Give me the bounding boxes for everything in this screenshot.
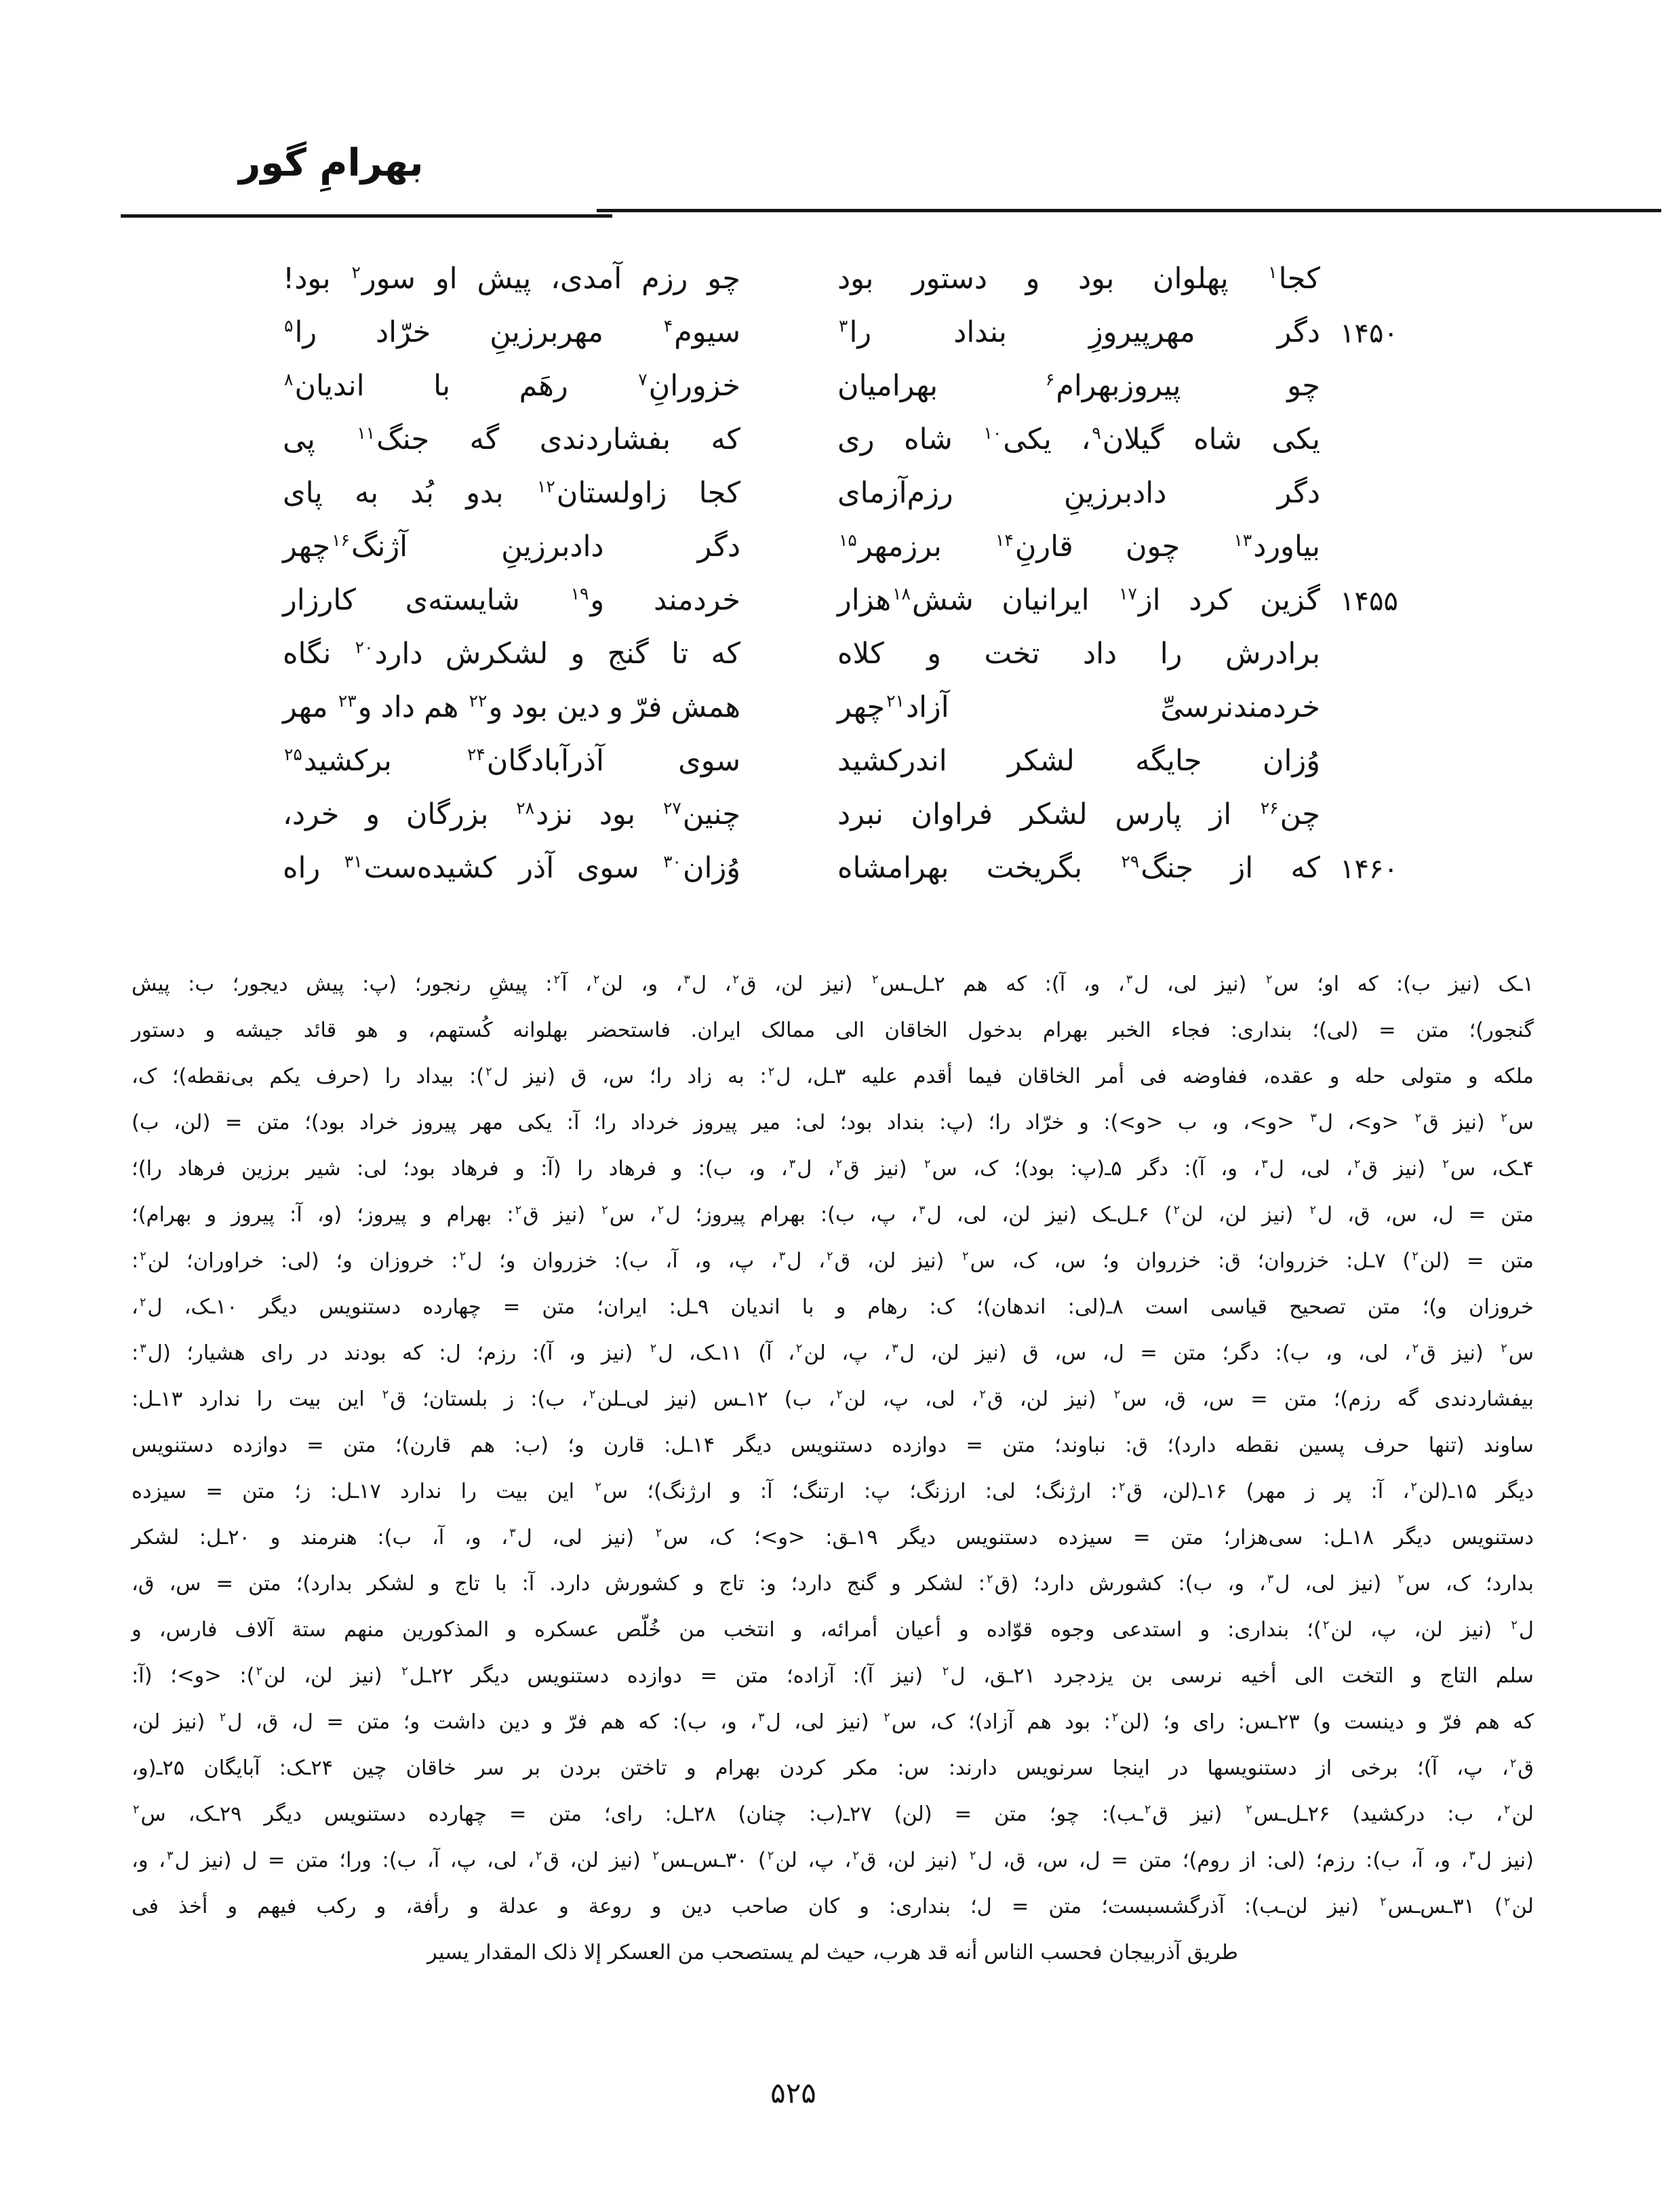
footnote-line: بیفشاردندی گه رزم)؛ متن = س، ق، س$^۲$ (نیز لن، ق$^۲$، لی، پ، لن$^۲$، ب) ۱۲ـس (نیز لی‌ـلن$^۲$، ب): ز بلستان؛ ق$^۲$ این بیت را ندارد ۱۳ـل: xyxy=(132,1387,1534,1411)
verse-row xyxy=(0,476,1666,518)
verse-row xyxy=(0,422,1666,465)
verse-row xyxy=(0,851,1666,893)
hemistich-first: وُزان جایگه لشکر اندرکشید xyxy=(837,744,1320,778)
hemistich-first: که از جنگ$^{۲۹}$ بگریخت بهرامشاه xyxy=(837,851,1320,885)
critical-apparatus-block xyxy=(132,962,1534,1976)
hemistich-first: یکی شاه گیلان$^۹$، یکی$^{۱۰}$ شاه ری xyxy=(837,422,1320,456)
verse-row xyxy=(0,530,1666,572)
hemistich-second: خزورانِ$^۷$ رهَم با اندیان$^۸$ xyxy=(284,369,740,403)
hemistich-second: سیوم$^۴$ مهربرزینِ خرّاد را$^۵$ xyxy=(284,315,740,349)
hemistich-second: که تا گنج و لشکرش دارد$^{۲۰}$ نگاه xyxy=(283,637,740,671)
footnote-line: لن$^۲$، ب: درکشید) ۲۶ـل‌ـس$^۲$ (نیز ق$^۲$ـب): چو؛ متن = (لن) ۲۷ـ(ب: چنان) ۲۸ـل: رای؛ متن = چهارده دستنویس دیگر ۲۹ـک، س$^۲$ xyxy=(133,1802,1534,1826)
verse-row xyxy=(0,583,1666,625)
footnote-line: سلم التاج و التخت الی أخیه نرسی بن یزدجرد ۲۱ـق، ل$^۲$ (نیز آ): آزاده؛ متن = دوازده دستنویس دیگر ۲۲ـل$^۲$ (نیز لن، لن$^۲$): <و>؛ (آ: xyxy=(132,1664,1534,1688)
hemistich-first: دگر دادبرزینِ رزم‌آزمای xyxy=(837,476,1320,510)
hemistich-second: خردمند و$^{۱۹}$ شایسته‌ی کارزار xyxy=(283,583,740,617)
hemistich-first: خردمندنرسیِّ آزاد$^{۲۱}$چهر xyxy=(837,690,1320,724)
footnote-line: دستنویس دیگر ۱۸ـل: سی‌هزار؛ متن = سیزده دستنویس دیگر ۱۹ـق: <و>؛ ک، س$^۲$ (نیز لی، ل$^۳$، و، آ، ب): هنرمند و ۲۰ـل: لشکر xyxy=(132,1526,1534,1549)
footnote-line: متن = (لن$^۲$) ۷ـل: خزروان؛ ق: خزروان و؛ س، ک، س$^۲$ (نیز لن، ق$^۲$، ل$^۳$، پ، و، آ، ب): خزروان و؛ ل$^۲$: خروزان و؛ (لی: خراوران؛ لن$^۲$: xyxy=(132,1249,1534,1273)
footnote-line: دیگر ۱۵ـ(لن$^۲$، آ: پر ز مهر) ۱۶ـ(لن، ق$^۲$: ارژنگ؛ لی: ارزنگ؛ پ: ارتنگ؛ آ: و ارژنگ)؛ س$^۲$ این بیت را ندارد ۱۷ـل: ز؛ متن = سیزده xyxy=(132,1480,1534,1503)
footnote-line: که هم فرّ و دینست و) ۲۳ـس: رای و؛ (لن$^۲$: بود هم آزاد)؛ ک، س$^۲$ (نیز لی، ل$^۳$، و، ب): که هم فرّ و دین داشت و؛ متن = ل، ق، ل$^۲$ (نیز لن، xyxy=(132,1710,1534,1734)
hemistich-first: چو پیروزبهرام$^۶$ بهرامیان xyxy=(837,369,1320,403)
footnote-line: متن = ل، س، ق، ل$^۲$ (نیز لن، لن$^۲$) ۶ـل‌ـک (نیز لن، لی، ل$^۳$، پ، ب): بهرام پیروز؛ ل$^۲$، س$^۲$ (نیز ق$^۲$: بهرام و پیروز؛ (و، آ: پیروز و بهرام)؛ xyxy=(132,1203,1534,1227)
footnote-line: ل$^۲$ (نیز لن، پ، لن$^۲$)؛ بنداری: و استدعی وجوه قوّاده و أعیان أمرائه، و انتخب من خُلّص عسکره و المذکورین منهم ستة آلاف فارس، و xyxy=(132,1618,1534,1642)
page-number: ۵۲۵ xyxy=(770,2076,816,2110)
footnote-line: خروزان و)؛ متن تصحیح قیاسی است ۸ـ(لی: اندهان)؛ ک: رهام و با اندیان ۹ـل: ایران؛ متن = چهارده دستنویس دیگر ۱۰ـک، ل$^۲$، xyxy=(132,1295,1534,1319)
hemistich-second: دگر دادبرزینِ آژنگ$^{۱۶}$چهر xyxy=(283,530,740,564)
verse-row xyxy=(0,262,1666,304)
header-rule-left-segment xyxy=(121,214,612,218)
footnote-line: ۴ـک، س$^۲$ (نیز ق$^۲$، لی، ل$^۳$، و، آ): دگر ۵ـ(پ: بود)؛ ک، س$^۲$ (نیز ق$^۲$، ل$^۳$، و، ب): و فرهاد را (آ: و فرهاد بود؛ لی: شیر برزین فرهاد را)؛ xyxy=(132,1157,1534,1181)
hemistich-second: که بفشاردندی گه جنگ$^{۱۱}$ پی xyxy=(283,422,740,456)
hemistich-first: دگر مهرپیروزِ بنداد را$^۳$ xyxy=(839,315,1320,349)
footnote-line: بدارد؛ ک، س$^۲$ (نیز لی، ل$^۳$، و، ب): کشورش دارد؛ (ق$^۲$: لشکر و گنج دارد؛ و: تاج و کشورش دارد. آ: با تاج و لشکر بدارد)؛ متن = س، ق، xyxy=(132,1572,1534,1596)
hemistich-second: وُزان$^{۳۰}$ سوی آذر کشیده‌ست$^{۳۱}$ راه xyxy=(283,851,740,885)
footnote-line: س$^۲$ (نیز ق$^۲$، لی، و، ب): دگر؛ متن = ل، س، ق (نیز لن، ل$^۳$، پ، لن$^۲$، آ) ۱۱ـک، ل$^۲$ (نیز و، آ): رزم؛ ل: که بودند در رای هشیار؛ (ل$^۳$: xyxy=(132,1341,1534,1365)
footnote-line: ساوند (تنها حرف پسین نقطه دارد)؛ ق: نباوند؛ متن = دوازده دستنویس دیگر ۱۴ـل: قارن و؛ (ب: هم قارن)؛ متن = دوازده دستنویس xyxy=(132,1434,1534,1457)
verse-number: ۱۴۵۵ xyxy=(1340,586,1398,617)
verse-number: ۱۴۵۰ xyxy=(1340,318,1398,349)
hemistich-first: بیاورد$^{۱۳}$ چون قارنِ$^{۱۴}$ برزمهر$^{۱۵}$ xyxy=(839,530,1320,564)
footnote-line: ۱ـک (نیز ب): که او؛ س$^۲$ (نیز لی، ل$^۳$، و، آ): که هم ۲ـل‌ـس$^۲$ (نیز لن، ق$^۲$، ل$^۳$، و، لن$^۲$، آ$^۲$: پیشِ رنجور؛ (پ: پیش دیجور؛ ب: پیش xyxy=(132,972,1534,996)
footnote-line: طریق آذربیجان فحسب الناس أنه قد هرب، حیث لم یستصحب من العسکر إلا ذلک المقدار یسیر xyxy=(427,1941,1238,1964)
verse-row xyxy=(0,744,1666,786)
verse-row xyxy=(0,690,1666,732)
hemistich-first: چن$^{۲۶}$ از پارس لشکر فراوان نبرد xyxy=(837,797,1320,831)
hemistich-second: سوی آذرآبادگان$^{۲۴}$ برکشید$^{۲۵}$ xyxy=(284,744,740,778)
footnote-line: ق$^۲$، پ، آ)؛ برخی از دستنویسها در اینجا سرنویس دارند: س: مکر کردن بهرام و تاختن بردن بر سر خاقان چین ۲۴ـک: آبایگان ۲۵ـ(و، xyxy=(132,1756,1534,1780)
hemistich-second: چنین$^{۲۷}$ بود نزد$^{۲۸}$ بزرگان و خرد، xyxy=(283,797,740,831)
hemistich-first: گزین کرد از$^{۱۷}$ ایرانیان شش$^{۱۸}$هزار xyxy=(837,583,1320,617)
running-header-title: بهرامِ گور xyxy=(239,141,424,185)
verse-number: ۱۴۶۰ xyxy=(1340,854,1398,885)
header-rule-right-segment xyxy=(597,209,1661,212)
hemistich-second: کجا زاولستان$^{۱۲}$ بدو بُد به پای xyxy=(283,476,740,510)
footnote-line: ملکه و متولی حله و عقده، ففاوضه فی أمر الخاقان فیما أقدم علیه ۳ـل، ل$^۲$: به زاد را؛ س، ق (نیز ل$^۲$): بیداد را (حرف یکم بی‌نقطه)؛ ک، xyxy=(132,1065,1534,1088)
verse-row xyxy=(0,315,1666,357)
footnote-line: (نیز ل$^۳$، و، آ، ب): رزم؛ (لی: از روم)؛ متن = ل، س، ق، ل$^۲$ (نیز لن، ق$^۲$، پ، لن$^۲$) ۳۰ـس‌ـس$^۲$ (نیز لن، ق$^۲$، لی، پ، آ، ب): ورا؛ متن = ل (نیز ل$^۳$، و، xyxy=(132,1849,1534,1872)
verse-row xyxy=(0,637,1666,679)
verse-row xyxy=(0,797,1666,840)
footnote-line: گنجور)؛ متن = (لی)؛ بنداری: فجاء الخبر بهرام بدخول الخاقان الی ممالک ایران. فاستحضر بهلوانه کُستهم، و هو قائد جیشه و دستور xyxy=(132,1019,1534,1042)
footnote-line: لن$^۲$) ۳۱ـس‌ـس$^۲$ (نیز لن‌ـب): آذرگشسبست؛ متن = ل؛ بنداری: و کان صاحب دین و روعة و عدلة و رأفة، و رکب فیهم و أخذ فی xyxy=(132,1895,1534,1918)
verse-row xyxy=(0,369,1666,411)
hemistich-first: کجا$^۱$ پهلوان بود و دستور بود xyxy=(837,262,1320,296)
hemistich-second: چو رزم آمدی، پیش او سور$^۲$ بود! xyxy=(283,262,740,296)
footnote-line: س$^۲$ (نیز ق$^۲$ <و>، ل$^۳$ <و>، و، ب <و>): و خرّاد را؛ (پ: بنداد بود؛ لی: میر پیروز خرداد را؛ آ: یکی مهر پیروز خراد بود)؛ متن = (لن، ب) xyxy=(132,1111,1534,1134)
hemistich-first: برادرش را داد تخت و کلاه xyxy=(837,637,1320,671)
hemistich-second: همش فرّ و دین بود و$^{۲۲}$ هم داد و$^{۲۳}$ مهر xyxy=(283,690,740,724)
